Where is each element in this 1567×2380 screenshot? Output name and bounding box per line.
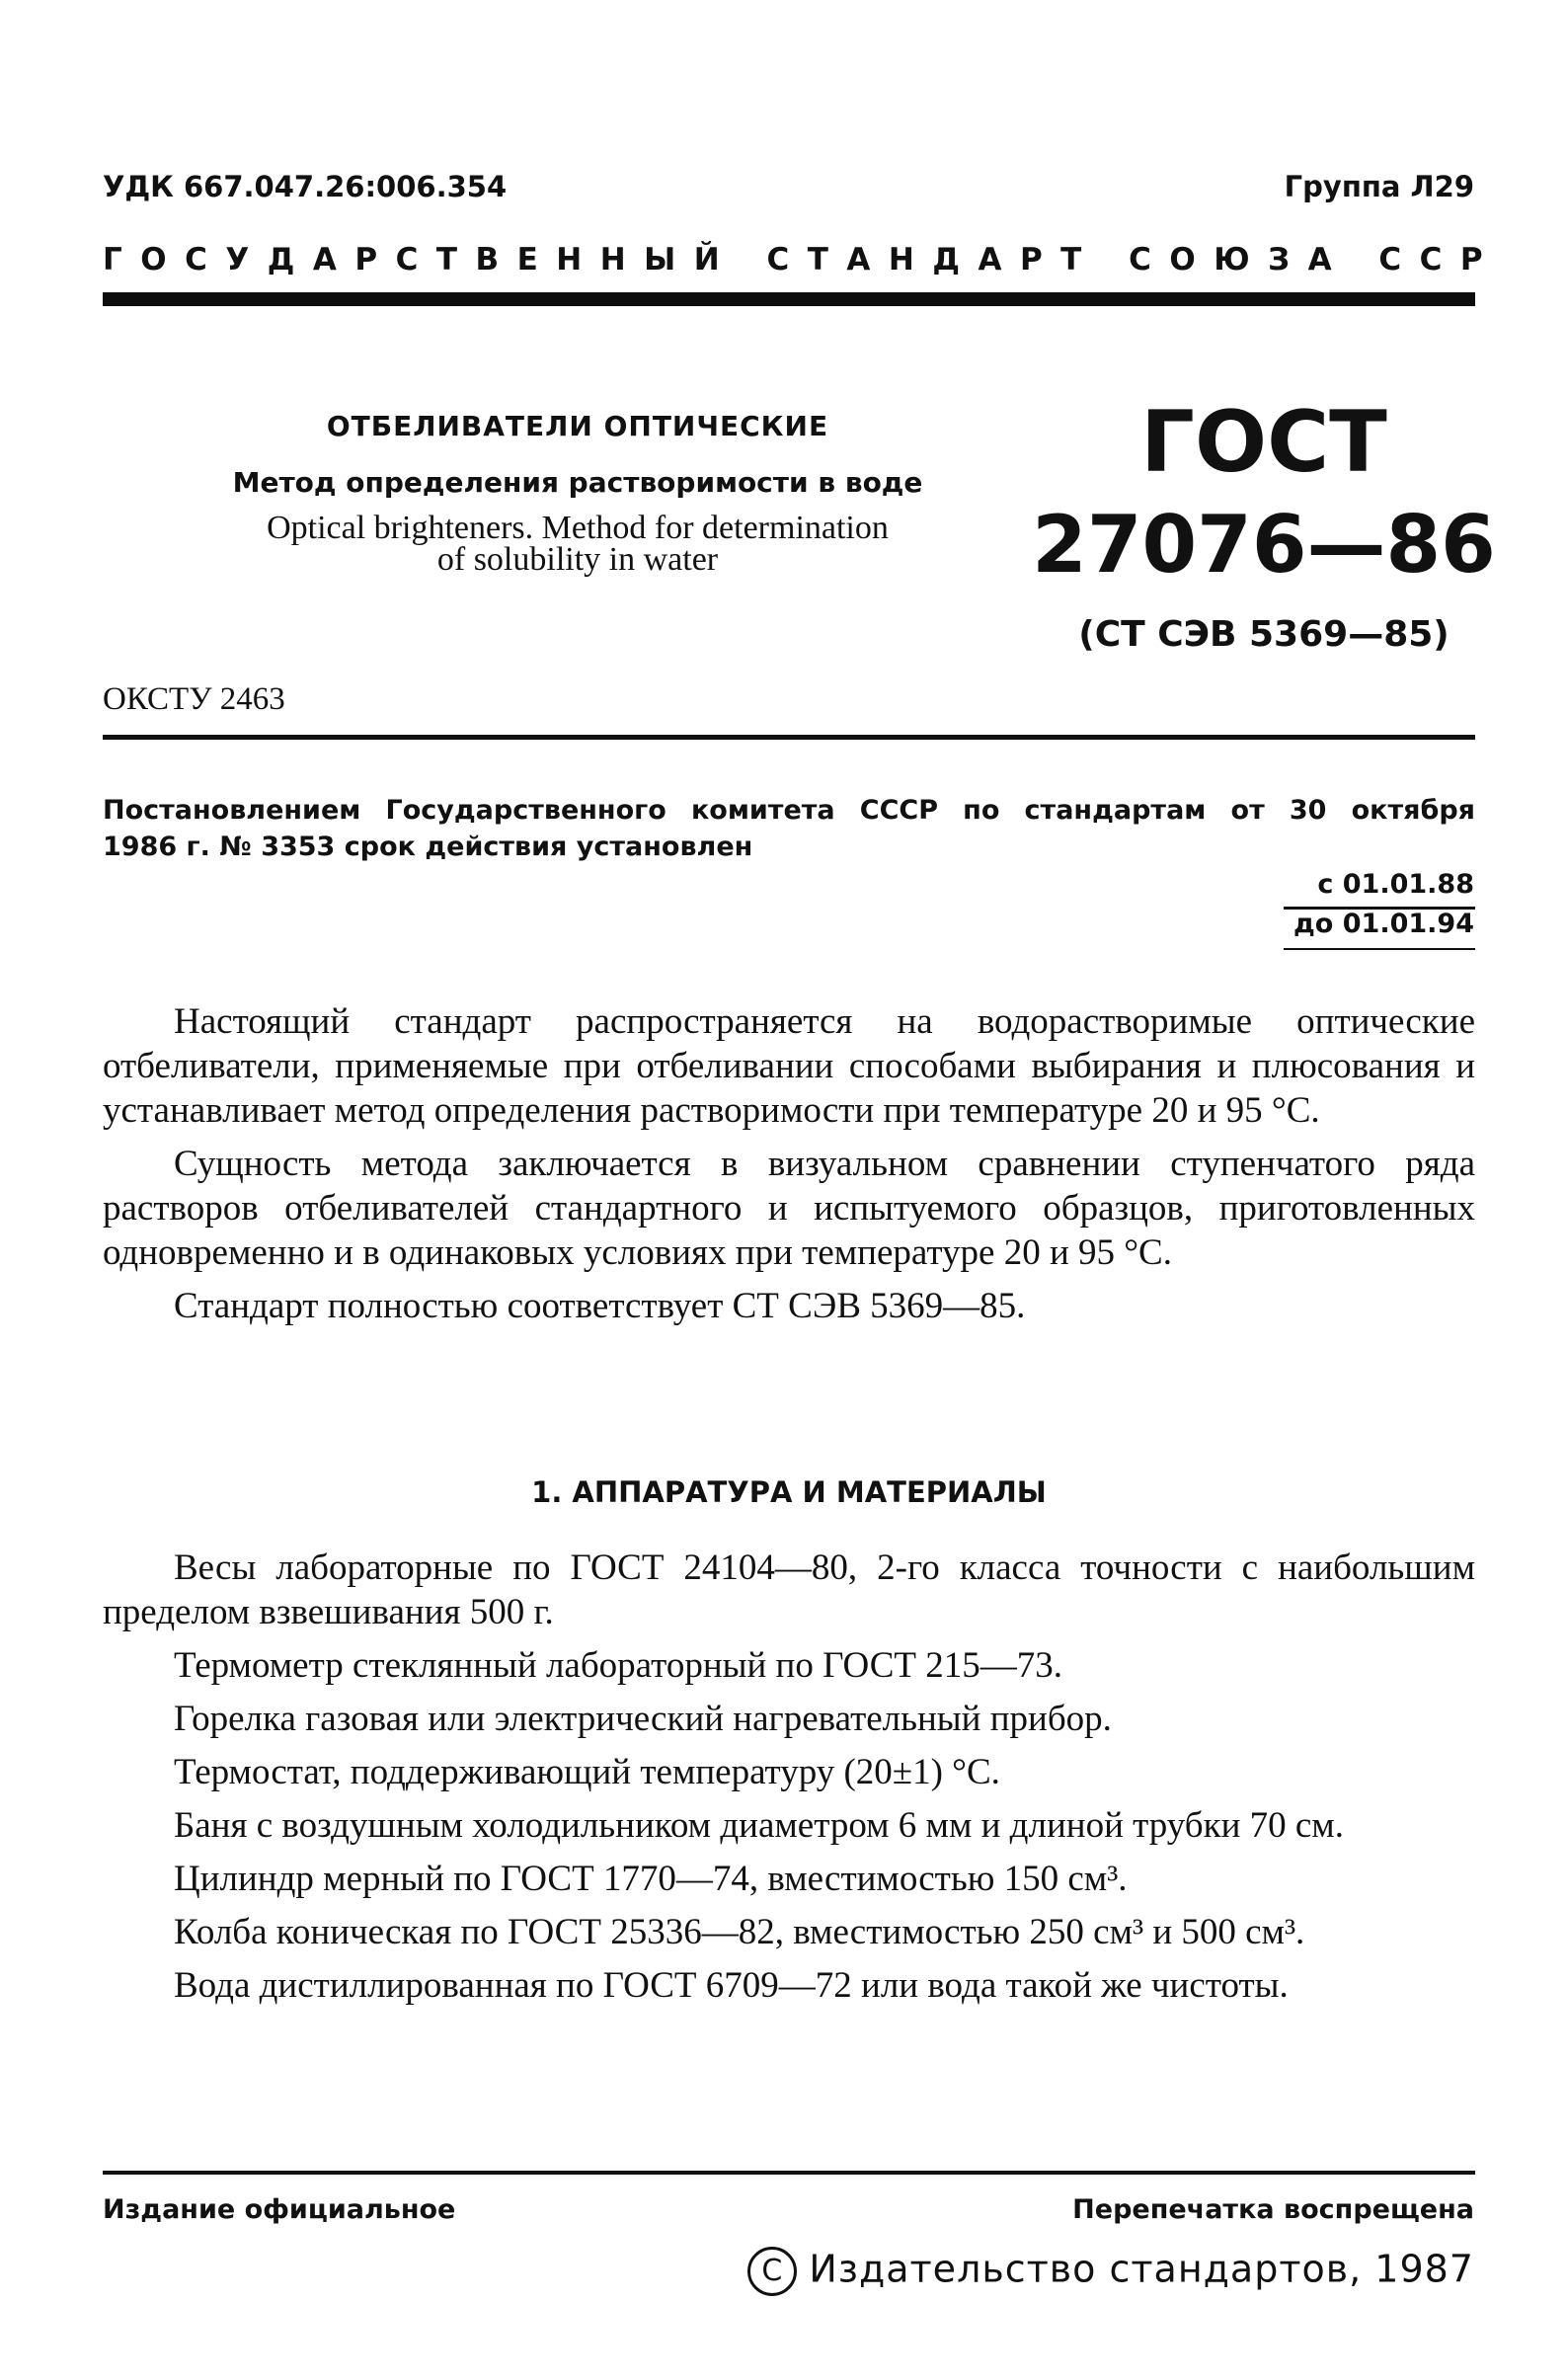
section-heading: 1. АППАРАТУРА И МАТЕРИАЛЫ	[531, 1475, 1047, 1509]
gost-designation	[1017, 395, 1511, 655]
footer-rule	[103, 2171, 1475, 2175]
decree-line-1: Постановлением Государственного комитета СССР по стандартам от 30 октября	[103, 795, 1475, 826]
udk-code: УДК 667.047.26:006.354	[103, 170, 508, 203]
intro-paragraph: Настоящий стандарт распространяется на водорастворимые оптические отбеливатели, применяемые при отбеливании способами выбирания и плюсования и устанавливает метод определения растворимости при температуре 20 и 95 °С.	[103, 1001, 1475, 1131]
official-edition-label: Издание официальное	[103, 2194, 456, 2225]
okstu-code: ОКСТУ 2463	[103, 681, 285, 717]
date-underline	[1284, 948, 1475, 950]
group-code: Группа Л29	[1284, 170, 1474, 203]
section-1-list	[103, 1546, 1475, 2017]
gost-sev-reference: (СТ СЭВ 5369—85)	[1078, 614, 1449, 655]
intro-paragraph: Сущность метода заключается в визуальном сравнении ступенчатого ряда растворов отбеливателей стандартного и испытуемого образцов, приготовленных одновременно и в одинаковых условиях при температуре 20 и 95 °С.	[103, 1144, 1475, 1273]
effective-date-from: с 01.01.88	[1317, 869, 1474, 900]
effective-date-to: до 01.01.94	[1293, 909, 1474, 939]
decree-line-2: 1986 г. № 3353 срок действия установлен	[103, 832, 753, 862]
reprint-prohibited-label: Перепечатка воспрещена	[1072, 2194, 1474, 2225]
list-item: Весы лабораторные по ГОСТ 24104—80, 2-го класса точности с наибольшим пределом взвешивания 500 г.	[103, 1547, 1475, 1632]
list-item: Вода дистиллированная по ГОСТ 6709—72 или вода такой же чистоты.	[174, 1965, 1289, 2006]
gost-number: 27076—86	[1032, 499, 1496, 591]
document-title	[158, 410, 997, 576]
header-band	[103, 292, 1475, 306]
copyright-text: Издательство стандартов, 1987	[809, 2247, 1474, 2291]
title-english-line1: Optical brighteners. Method for determination	[267, 510, 889, 546]
intro-section	[103, 999, 1475, 1337]
title-english-line2: of solubility in water	[436, 541, 719, 578]
list-item: Термостат, поддерживающий температуру (20±1) °С.	[174, 1752, 1000, 1792]
state-standard-heading: ГОСУДАРСТВЕННЫЙ СТАНДАРТ СОЮЗА ССР	[103, 242, 1502, 278]
title-subtitle: Метод определения растворимости в воде	[232, 466, 923, 499]
copyright-icon: С	[747, 2247, 797, 2296]
intro-paragraph: Стандарт полностью соответствует СТ СЭВ 5369—85.	[174, 1286, 1026, 1326]
gost-word: ГОСТ	[1140, 393, 1387, 492]
list-item: Термометр стеклянный лабораторный по ГОСТ 215—73.	[174, 1645, 1062, 1686]
divider-rule	[103, 735, 1475, 740]
list-item: Горелка газовая или электрический нагревательный прибор.	[174, 1699, 1112, 1739]
list-item: Баня с воздушным холодильником диаметром 6 мм и длиной трубки 70 см.	[174, 1805, 1344, 1846]
title-main: ОТБЕЛИВАТЕЛИ ОПТИЧЕСКИЕ	[326, 410, 829, 442]
copyright-notice	[747, 2247, 1474, 2296]
list-item: Цилиндр мерный по ГОСТ 1770—74, вместимостью 150 см³.	[174, 1859, 1128, 1899]
list-item: Колба коническая по ГОСТ 25336—82, вместимостью 250 см³ и 500 см³.	[174, 1912, 1305, 1952]
